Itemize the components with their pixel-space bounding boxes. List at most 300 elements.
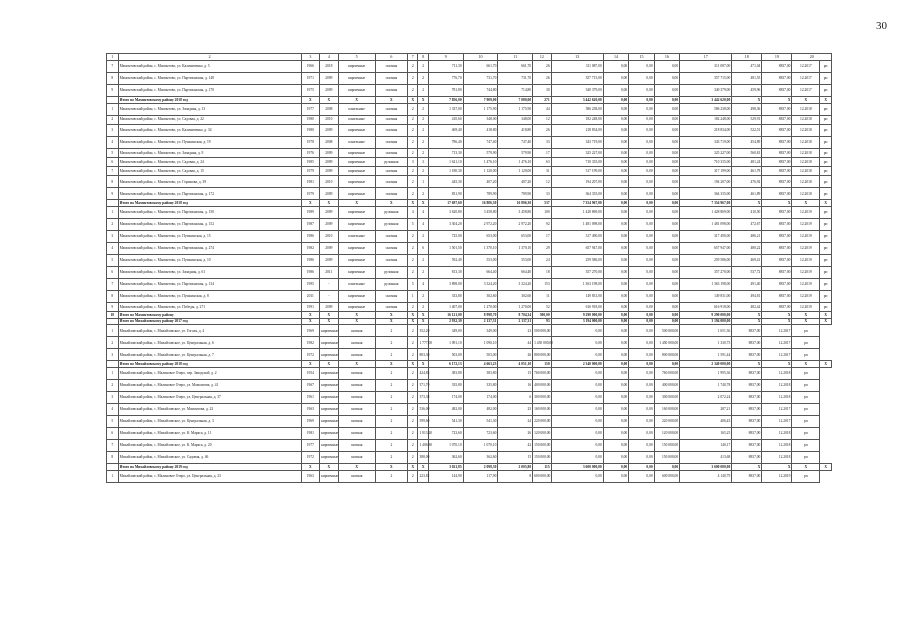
table-cell: 16 806,30 [498,200,533,207]
table-cell: 503,00 [463,349,498,361]
table-cell: скатная [375,103,407,115]
table-cell: 831,90 [428,188,463,200]
table-cell: 0,00 [629,361,654,368]
table-cell: 0,00 [629,451,654,463]
table-cell: X [301,463,320,470]
table-cell: 8837,00 [762,124,792,136]
table-cell: 0,00 [551,325,603,337]
table-cell: 1963 [301,470,320,482]
table-cell: 711,30 [428,61,463,73]
table-row [107,136,832,148]
column-number-header: 20 [792,54,832,61]
table-cell: 0,00 [629,439,654,451]
table-cell: 2 [375,349,407,361]
table-cell: рп [792,379,820,391]
table-cell: X [375,97,407,104]
table-cell: 300 000,00 [533,391,552,403]
table-cell: кирпичные [320,470,339,482]
table-cell: 3 600 000,00 [551,463,603,470]
table-cell: 0,00 [654,188,679,200]
table-cell: 579,90 [498,148,533,157]
table-cell: X [320,463,339,470]
table-cell: 2 [408,415,418,427]
table-cell: 223,82 [418,470,428,482]
table-cell: 12.2018 [792,188,820,200]
table-cell: 1969 [301,415,320,427]
table-cell: 8837,00 [762,218,792,230]
table-cell: 661,70 [463,61,498,73]
table-cell [107,318,119,325]
table-cell: 2 [107,337,119,349]
table-cell: 8837,00 [762,115,792,124]
table-cell: 100 [533,206,552,218]
table-cell: 362,60 [463,451,498,463]
table-cell: 1978 [301,136,320,148]
table-cell: рулонная [375,278,407,290]
table-cell: 1961 [301,391,320,403]
table-cell: 4 [107,242,119,254]
table-cell: 5 [107,415,119,427]
table-cell: 2 [418,266,428,278]
table-cell: 120 000,00 [654,427,679,439]
table-cell: 2 [375,325,407,337]
table-row [107,403,832,415]
table-cell: 6 [107,427,119,439]
table-cell: рп [820,103,832,115]
table-cell: 2 [408,337,418,349]
table-cell: 8837,00 [732,391,762,403]
table-cell: 2 [408,427,418,439]
address-cell: Михайловский район, с. Михайловское, ул. Гоголя, д. 4 [118,325,301,337]
table-cell: 1 [107,325,119,337]
table-cell: скатная [375,176,407,188]
table-cell: 8837,00 [732,439,762,451]
table-row [107,254,832,266]
table-cell: 9 290 000,00 [551,312,603,319]
table-cell: 2 340 000,00 [551,361,603,368]
table-cell: 0,00 [629,463,654,470]
table-cell: 10 [107,312,119,319]
address-cell: Мамонтовский район, с. Мамонтово, ул. Садовая, д. 15 [118,167,301,176]
table-cell: 2009 [320,206,339,218]
table-cell: 0,00 [551,427,603,439]
table-cell: 15 [498,367,533,379]
table-cell: X [732,200,762,207]
table-cell: 407,20 [463,176,498,188]
table-cell: 311 087,00 [680,61,732,73]
table-cell: 8837,00 [762,136,792,148]
table-cell: 5 [408,218,418,230]
table-cell: 2 [375,367,407,379]
table-cell: 2 [375,391,407,403]
table-cell: скатная [375,85,407,97]
table-cell: 418,80 [463,124,498,136]
table-cell: 2 005,80 [498,463,533,470]
table-cell: 8837,00 [762,302,792,311]
table-cell: 1 740,78 [680,379,732,391]
table-cell: 12.2019 [792,302,820,311]
table-cell: рп [820,278,832,290]
table-cell: 317 490,00 [680,230,732,242]
table-cell: 31 [533,167,552,176]
table-cell: 0,00 [654,73,679,85]
table-row [107,188,832,200]
table-cell: 4 663,23 [463,361,498,368]
table-cell: 0,00 [603,302,628,311]
table-cell: скатная [338,451,375,463]
table-cell: 731,70 [463,73,498,85]
table-row [107,367,832,379]
table-cell: 149 831,00 [680,290,732,302]
table-cell: 2 [408,103,418,115]
table-cell: 2 [418,148,428,157]
table-cell: X [320,318,339,325]
table-cell: 3 194 000,00 [551,318,603,325]
table-cell: 0,00 [603,103,628,115]
table-row [107,73,832,85]
table-cell: 3 620,80 [428,206,463,218]
table-cell: скатная [375,290,407,302]
table-cell: X [762,463,792,470]
table-cell: X [762,318,792,325]
table-cell: 1982 [301,242,320,254]
table-cell: 335,80 [428,379,463,391]
table-cell: 1 [107,206,119,218]
table-cell: кирпичные [320,349,339,361]
table-cell: 461,89 [732,188,762,200]
table-cell: 653,00 [498,230,533,242]
table-cell: 371,70 [418,379,428,391]
table-cell: скатная [338,427,375,439]
table-cell: 0,00 [629,254,654,266]
table-cell: X [375,200,407,207]
table-cell: кирпичные [338,73,375,85]
table-cell: 12.2018 [792,136,820,148]
table-cell: скатная [338,349,375,361]
table-cell: 0,00 [629,230,654,242]
table-cell: 0,00 [629,325,654,337]
table-cell: 2 340 000,00 [680,361,732,368]
table-cell: 5 [107,148,119,157]
table-cell: 0,00 [603,200,628,207]
table-cell: 0,00 [551,451,603,463]
table-cell: 7 [107,167,119,176]
table-cell: 364 335,00 [551,188,603,200]
table-cell: 445,30 [428,176,463,188]
table-cell: - [320,278,339,290]
table-cell: 3 194 000,00 [680,318,732,325]
table-cell: 0,00 [654,136,679,148]
table-cell: 498,36 [732,103,762,115]
table-cell: 1980 [301,115,320,124]
table-cell: 12.2018 [792,176,820,188]
table-cell: 12.2018 [792,167,820,176]
table-cell: X [338,318,375,325]
table-cell: 340 379,00 [551,85,603,97]
column-number-header: 9 [428,54,463,61]
table-cell: 406,43 [680,415,732,427]
table-cell: скатная [338,439,375,451]
table-cell: 287,21 [680,403,732,415]
table-cell: 0,00 [629,415,654,427]
table-cell: 710 335,00 [680,157,732,166]
table-cell [107,463,119,470]
table-cell: 1 363 198,00 [680,278,732,290]
table-cell: кирпичные [320,439,339,451]
table-cell: рп [792,403,820,415]
column-number-header: 16 [654,54,679,61]
address-cell: Михайловский район, с. Михайловское, ул. Центральная, д. 6 [118,337,301,349]
table-cell: кирпичные [338,188,375,200]
table-cell: 340 379,00 [680,85,732,97]
table-cell: кирпичные [338,157,375,166]
table-cell: 160 000,00 [654,403,679,415]
column-number-header: 12 [533,54,552,61]
table-cell: X [792,312,820,319]
table-cell: 6 [107,266,119,278]
table-cell: 661,70 [498,61,533,73]
column-number-header: 14 [603,54,628,61]
table-row [107,470,832,482]
table-cell: 12.2017 [762,325,792,337]
table-cell: 1 [107,470,119,482]
table-cell: кирпичные [338,148,375,157]
table-cell: 388,00 [418,451,428,463]
table-cell: 2 [375,403,407,415]
table-cell: 723,60 [463,427,498,439]
table-cell: 2 [418,73,428,85]
table-cell: 12.2019 [792,242,820,254]
table-cell: 9 [107,188,119,200]
table-cell: X [732,318,762,325]
table-cell: 93 [533,318,552,325]
table-cell: 454,89 [732,136,762,148]
table-cell: 12.2017 [762,349,792,361]
table-cell: 0,00 [629,349,654,361]
table-cell: 25 [498,403,533,415]
table-cell: 537 [533,200,552,207]
table-cell: 12.2017 [762,403,792,415]
table-cell: 1 481 098,00 [680,218,732,230]
table-row [107,230,832,242]
column-number-header: 4 [320,54,339,61]
address-cell: Мамонтовский район, с. Мамонтово, ул. Партизанская, д. 274 [118,242,301,254]
table-cell: 52 [533,302,552,311]
table-cell: кирпичные [338,124,375,136]
table-cell: 6 [498,391,533,403]
table-cell: 0,00 [551,391,603,403]
table-cell: 2 [418,124,428,136]
table-cell: кирпичные [320,451,339,463]
table-cell: X [792,97,820,104]
table-cell: 16 806,30 [463,200,498,207]
table-cell: 2 [408,325,418,337]
table-cell: 0,00 [629,103,654,115]
table-cell: 2 [107,379,119,391]
table-row [107,206,832,218]
table-cell: X [732,463,762,470]
table-cell: 0,00 [629,97,654,104]
table-cell: 26 [498,427,533,439]
table-cell: 7 354 967,00 [551,200,603,207]
table-cell: 494,81 [732,290,762,302]
table-cell: кирпичные [338,266,375,278]
table-cell: 300 000,00 [654,391,679,403]
table-cell: 537,72 [732,266,762,278]
table-cell: 0,00 [654,290,679,302]
table-cell: 486,21 [732,230,762,242]
table-cell: 44 [533,103,552,115]
table-cell: 2 [408,367,418,379]
table-cell: рп [820,157,832,166]
table-cell: 760 000,00 [654,367,679,379]
table-cell: рулонная [375,266,407,278]
table-cell: 0,00 [629,115,654,124]
table-cell: рп [792,325,820,337]
table-cell: 0,00 [654,115,679,124]
table-cell: 150 000,00 [533,439,552,451]
table-cell: 3 [107,230,119,242]
table-cell: 2 [375,470,407,482]
table-cell: 8837,00 [732,325,762,337]
column-number-header: 6 [375,54,407,61]
table-cell: 12.2019 [792,278,820,290]
table-cell: 8837,00 [762,290,792,302]
table-cell: 1986 [301,254,320,266]
address-cell: Мамонтовский район, с. Мамонтово, ул. Победы, д. 271 [118,302,301,311]
table-cell: 1981 [301,427,320,439]
table-cell: 1954 [301,367,320,379]
table-cell: 2009 [320,73,339,85]
table-cell: 400 000,00 [533,379,552,391]
table-cell: 343 719,00 [551,136,603,148]
table-cell: X [375,312,407,319]
table-cell: 2 [375,415,407,427]
table-cell: 0,00 [603,337,628,349]
table-cell: рп [820,218,832,230]
table-cell: 362,60 [428,451,463,463]
table-cell: 1 450 000,00 [654,337,679,349]
table-cell: рп [820,61,832,73]
table-cell: 529,91 [732,115,762,124]
table-row [107,85,832,97]
table-cell: 0,00 [603,124,628,136]
table-cell: X [418,200,428,207]
table-cell: 317 490,00 [551,230,603,242]
table-cell: 1 428 869,00 [551,206,603,218]
table-cell: 2 [408,379,418,391]
table-cell: X [301,312,320,319]
table-cell: 0,00 [551,415,603,427]
table-row [107,124,832,136]
table-cell: 2008 [320,103,339,115]
table-cell: X [792,361,820,368]
table-cell: панельные [338,115,375,124]
table-total-row [107,200,832,207]
table-cell: 8837,00 [732,427,762,439]
table-cell: 2009 [320,218,339,230]
table-cell: 8 [107,290,119,302]
table-cell: 115 [533,463,552,470]
table-cell: 348,00 [498,115,533,124]
table-cell: 0,00 [654,103,679,115]
table-cell: 8837,00 [762,148,792,157]
column-number-header: 13 [551,54,603,61]
address-cell: Михайловский район, с. Михайловское, ул. К. Маркса, д. 20 [118,439,301,451]
table-cell: 0,00 [551,470,603,482]
table-cell: 2 [408,242,418,254]
address-cell: Мамонтовский район, с. Мамонтово, ул. Западная, д. 13 [118,103,301,115]
table-row [107,379,832,391]
table-total-row [107,361,832,368]
table-cell: 2 [418,254,428,266]
table-cell: 1975 [301,85,320,97]
table-cell: 2 972,20 [498,218,533,230]
table-cell: 586 238,00 [551,103,603,115]
table-cell: 0,00 [654,302,679,311]
table-cell: 12.2019 [792,266,820,278]
table-total-row [107,318,832,325]
table-cell: кирпичные [338,218,375,230]
table-cell: 2 [408,254,418,266]
address-cell: Итого по Мамонтовскому району 2018 год [118,97,301,104]
table-cell: 2009 [320,242,339,254]
table-cell: X [408,318,418,325]
column-number-header: 18 [732,54,762,61]
table-cell: 2 [418,290,428,302]
table-cell: 407,20 [498,176,533,188]
table-cell: 410,50 [732,206,762,218]
table-cell: 2 [408,302,418,311]
table-cell: 0,00 [654,124,679,136]
table-cell: кирпичные [320,337,339,349]
table-cell: 2 [375,439,407,451]
table-cell: 500 000,00 [533,325,552,337]
table-cell: 1 091,10 [428,337,463,349]
table-cell: 117,90 [463,470,498,482]
table-cell: 18 [533,266,552,278]
table-cell: 0,00 [654,266,679,278]
table-cell: 1 476,10 [498,157,533,166]
table-cell: 12.2017 [762,337,792,349]
table-cell: 348,00 [463,115,498,124]
table-cell: 2009 [320,188,339,200]
table-cell: X [732,97,762,104]
table-cell: кирпичные [320,325,339,337]
table-cell: скатная [338,403,375,415]
table-cell: 23 [498,325,533,337]
table-cell: X [375,463,407,470]
table-cell: скатная [375,242,407,254]
table-cell: 12.2018 [762,391,792,403]
table-cell: 12.2018 [762,379,792,391]
table-cell: 800 000,00 [533,349,552,361]
table-cell: 0,00 [603,85,628,97]
table-cell: 182 248,00 [680,115,732,124]
table-cell: - [320,290,339,302]
table-cell: 0,00 [629,470,654,482]
table-cell: 383,80 [463,367,498,379]
table-cell: кирпичные [338,206,375,218]
table-cell: 3 [107,124,119,136]
table-cell: 0,00 [603,97,628,104]
table-cell: 1 370,10 [498,242,533,254]
table-cell: 12.2018 [792,157,820,166]
table-cell: 1 013,20 [418,427,428,439]
table-cell: 1969 [301,325,320,337]
table-cell: 2009 [320,167,339,176]
table-cell: 0,00 [629,124,654,136]
